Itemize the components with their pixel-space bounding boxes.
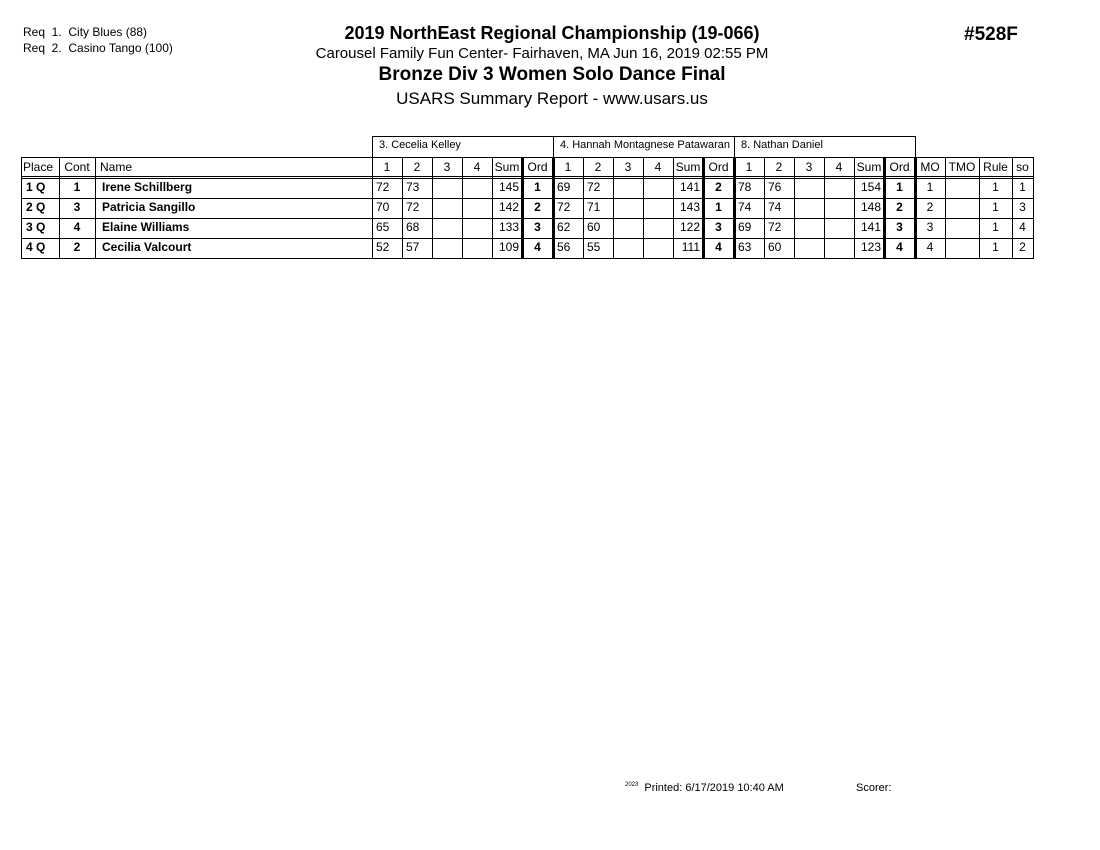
table-row-judge3-score: 74 bbox=[768, 200, 782, 214]
table-rule bbox=[883, 157, 886, 259]
table-row-judge2-score bbox=[643, 218, 673, 238]
table-row-judge2-score: 72 bbox=[587, 180, 601, 194]
table-row-judge1-score bbox=[462, 218, 492, 238]
requirement-1: Req 1. City Blues (88) bbox=[23, 25, 148, 39]
table-row-cont: 1 bbox=[73, 180, 81, 194]
table-row-cont: 4 bbox=[73, 220, 81, 234]
column-header-judge2-3: 3 bbox=[624, 160, 632, 174]
table-row-place: 3 Q bbox=[26, 220, 46, 234]
table-row-judge1-score: 57 bbox=[406, 240, 420, 254]
event-title: 2019 NorthEast Regional Championship (19-066) bbox=[344, 23, 760, 43]
table-row-cont: 2 bbox=[73, 240, 81, 254]
table-rule bbox=[979, 157, 980, 259]
event-code: #528F bbox=[964, 24, 1018, 45]
column-header-judge2-2: 2 bbox=[594, 160, 602, 174]
table-row-judge2-score: 3 bbox=[715, 220, 722, 234]
table-rule bbox=[914, 157, 917, 259]
table-row-mo: 1 bbox=[926, 180, 934, 194]
table-row-judge3-score: 2 bbox=[896, 200, 903, 214]
table-row-judge1-score bbox=[462, 198, 492, 218]
table-row-judge1-score bbox=[432, 198, 462, 218]
table-row-judge3-score: 78 bbox=[738, 180, 752, 194]
table-row-judge3-score bbox=[824, 198, 854, 218]
table-row-judge3-score bbox=[794, 198, 824, 218]
table-row-judge2-score bbox=[643, 238, 673, 258]
table-row-place: 2 Q bbox=[26, 200, 46, 214]
column-header-rule: Rule bbox=[983, 160, 1008, 174]
table-row-judge2-score: 56 bbox=[557, 240, 571, 254]
requirement-2: Req 2. Casino Tango (100) bbox=[23, 41, 173, 55]
table-row-judge1-score: 4 bbox=[534, 240, 541, 254]
table-row-rule: 1 bbox=[992, 240, 999, 254]
footer-code: 2023 bbox=[625, 782, 639, 788]
table-row-mo: 3 bbox=[926, 220, 934, 234]
table-row-judge3-score: 1 bbox=[896, 180, 903, 194]
table-row-so: 3 bbox=[1019, 200, 1026, 214]
table-row-judge3-score bbox=[794, 178, 824, 198]
table-row-rule: 1 bbox=[992, 220, 999, 234]
report-title: USARS Summary Report - www.usars.us bbox=[396, 89, 708, 108]
table-row-name: Elaine Williams bbox=[102, 220, 190, 234]
table-row-judge2-score: 141 bbox=[679, 180, 700, 194]
table-row-judge1-score bbox=[432, 218, 462, 238]
table-row-judge2-score: 62 bbox=[557, 220, 571, 234]
table-rule bbox=[702, 157, 705, 259]
column-header-place: Place bbox=[23, 160, 54, 174]
table-rule bbox=[1012, 157, 1013, 259]
column-header-mo: MO bbox=[920, 160, 940, 174]
table-row-so: 4 bbox=[1019, 220, 1026, 234]
division-title: Bronze Div 3 Women Solo Dance Final bbox=[378, 64, 726, 85]
table-rule bbox=[613, 157, 614, 259]
judge-header-1: 3. Cecelia Kelley bbox=[372, 136, 554, 157]
column-header-judge3-4: 4 bbox=[835, 160, 843, 174]
printed-timestamp bbox=[625, 782, 784, 794]
table-row-judge3-score: 3 bbox=[896, 220, 903, 234]
table-row-name: Irene Schillberg bbox=[102, 180, 193, 194]
table-row-mo: 2 bbox=[926, 200, 934, 214]
printed-label: Printed: 6/17/2019 10:40 AM bbox=[644, 782, 784, 794]
table-row-so: 1 bbox=[1019, 180, 1026, 194]
table-row-judge1-score: 72 bbox=[406, 200, 420, 214]
table-rule bbox=[372, 157, 373, 259]
table-row-judge1-score bbox=[462, 178, 492, 198]
table-rule bbox=[1033, 157, 1034, 259]
table-row-judge1-score bbox=[432, 238, 462, 258]
table-rule bbox=[402, 157, 403, 259]
table-row-rule: 1 bbox=[992, 180, 999, 194]
event-venue-datetime: Carousel Family Fun Center- Fairhaven, MA Jun 16, 2019 02:55 PM bbox=[315, 45, 769, 62]
table-rule bbox=[673, 157, 674, 259]
table-row-judge2-score: 1 bbox=[715, 200, 722, 214]
table-rule bbox=[854, 157, 855, 259]
table-row-judge3-score bbox=[824, 218, 854, 238]
table-row-judge1-score: 70 bbox=[376, 200, 390, 214]
table-row-judge2-score: 72 bbox=[557, 200, 571, 214]
table-row-judge2-score: 122 bbox=[679, 220, 700, 234]
table-row-judge3-score bbox=[794, 238, 824, 258]
table-rule bbox=[59, 157, 60, 259]
table-row-place: 1 Q bbox=[26, 180, 46, 194]
table-row-mo: 4 bbox=[926, 240, 934, 254]
table-row-judge2-score: 69 bbox=[557, 180, 571, 194]
table-rule bbox=[552, 157, 555, 259]
table-row-judge2-score bbox=[613, 218, 643, 238]
table-row-judge1-score: 2 bbox=[534, 200, 541, 214]
table-row-judge1-score: 133 bbox=[498, 220, 519, 234]
table-row-judge1-score: 65 bbox=[376, 220, 390, 234]
table-row-name: Cecilia Valcourt bbox=[102, 240, 192, 254]
column-header-judge1-4: 4 bbox=[473, 160, 481, 174]
table-row-judge3-score: 141 bbox=[860, 220, 881, 234]
table-row-judge3-score: 4 bbox=[896, 240, 903, 254]
judge-header-3: 8. Nathan Daniel bbox=[734, 136, 916, 157]
column-header-tmo: TMO bbox=[948, 160, 976, 174]
table-row-judge3-score: 74 bbox=[738, 200, 752, 214]
table-row-judge3-score: 148 bbox=[860, 200, 881, 214]
table-row-judge1-score: 52 bbox=[376, 240, 390, 254]
table-rule bbox=[643, 157, 644, 259]
table-rule bbox=[733, 157, 736, 259]
table-row-judge2-score bbox=[613, 238, 643, 258]
table-row-name: Patricia Sangillo bbox=[102, 200, 196, 214]
table-row-cont: 3 bbox=[73, 200, 81, 214]
table-row-tmo bbox=[945, 198, 979, 218]
column-header-judge1-sum: Sum bbox=[494, 160, 520, 174]
table-row-judge2-score: 71 bbox=[587, 200, 601, 214]
table-rule bbox=[432, 157, 433, 259]
table-row-judge1-score bbox=[432, 178, 462, 198]
column-header-judge2-sum: Sum bbox=[675, 160, 701, 174]
table-row-judge2-score: 60 bbox=[587, 220, 601, 234]
table-row-place: 4 Q bbox=[26, 240, 46, 254]
table-row-judge2-score bbox=[613, 178, 643, 198]
table-row-tmo bbox=[945, 238, 979, 258]
table-row-judge3-score: 69 bbox=[738, 220, 752, 234]
table-row-judge1-score bbox=[462, 238, 492, 258]
column-header-judge1-ord: Ord bbox=[527, 160, 548, 174]
column-header-judge1-2: 2 bbox=[413, 160, 421, 174]
table-rule bbox=[764, 157, 765, 259]
table-row-judge1-score: 3 bbox=[534, 220, 541, 234]
column-header-judge3-3: 3 bbox=[805, 160, 813, 174]
table-row-judge1-score: 142 bbox=[498, 200, 519, 214]
table-row-judge3-score: 63 bbox=[738, 240, 752, 254]
table-row-judge2-score: 4 bbox=[715, 240, 722, 254]
column-header-judge3-1: 1 bbox=[745, 160, 753, 174]
column-header-judge3-2: 2 bbox=[775, 160, 783, 174]
table-rule bbox=[945, 157, 946, 259]
table-row-judge1-score: 145 bbox=[498, 180, 519, 194]
table-row-judge2-score: 111 bbox=[681, 240, 700, 254]
judge-header-2: 4. Hannah Montagnese Patawaran bbox=[553, 136, 735, 157]
table-rule bbox=[794, 157, 795, 259]
table-row-judge3-score: 123 bbox=[860, 240, 881, 254]
column-header-judge3-sum: Sum bbox=[856, 160, 882, 174]
column-header-judge2-ord: Ord bbox=[708, 160, 729, 174]
table-rule bbox=[492, 157, 493, 259]
table-row-judge2-score: 55 bbox=[587, 240, 601, 254]
column-header-so: so bbox=[1016, 160, 1029, 174]
column-header-judge3-ord: Ord bbox=[889, 160, 910, 174]
column-header-judge1-3: 3 bbox=[443, 160, 451, 174]
table-row-judge1-score: 73 bbox=[406, 180, 420, 194]
table-row-tmo bbox=[945, 218, 979, 238]
table-rule bbox=[824, 157, 825, 259]
table-row-judge3-score bbox=[824, 238, 854, 258]
column-header-cont: Cont bbox=[64, 160, 90, 174]
table-row-judge2-score bbox=[613, 198, 643, 218]
table-row-judge1-score: 109 bbox=[498, 240, 519, 254]
table-row-judge2-score bbox=[643, 198, 673, 218]
table-row-judge1-score: 72 bbox=[376, 180, 390, 194]
scorer-label: Scorer: bbox=[856, 782, 892, 794]
table-rule bbox=[21, 157, 22, 259]
table-row-judge1-score: 1 bbox=[534, 180, 541, 194]
table-row-judge2-score: 2 bbox=[715, 180, 722, 194]
table-row-judge3-score bbox=[824, 178, 854, 198]
column-header-judge2-4: 4 bbox=[654, 160, 662, 174]
table-row-so: 2 bbox=[1019, 240, 1026, 254]
column-header-judge1-1: 1 bbox=[383, 160, 391, 174]
column-header-judge2-1: 1 bbox=[564, 160, 572, 174]
table-row-judge2-score: 143 bbox=[679, 200, 700, 214]
table-rule bbox=[521, 157, 524, 259]
table-row-judge2-score bbox=[643, 178, 673, 198]
table-row-judge3-score bbox=[794, 218, 824, 238]
table-row-tmo bbox=[945, 178, 979, 198]
table-rule bbox=[583, 157, 584, 259]
table-rule bbox=[462, 157, 463, 259]
table-rule bbox=[95, 157, 96, 259]
table-row-judge3-score: 76 bbox=[768, 180, 782, 194]
column-header-name: Name bbox=[100, 160, 133, 174]
table-row-rule: 1 bbox=[992, 200, 999, 214]
table-row-judge1-score: 68 bbox=[406, 220, 420, 234]
table-row-judge3-score: 72 bbox=[768, 220, 782, 234]
table-row-judge3-score: 60 bbox=[768, 240, 782, 254]
table-row-judge3-score: 154 bbox=[860, 180, 881, 194]
